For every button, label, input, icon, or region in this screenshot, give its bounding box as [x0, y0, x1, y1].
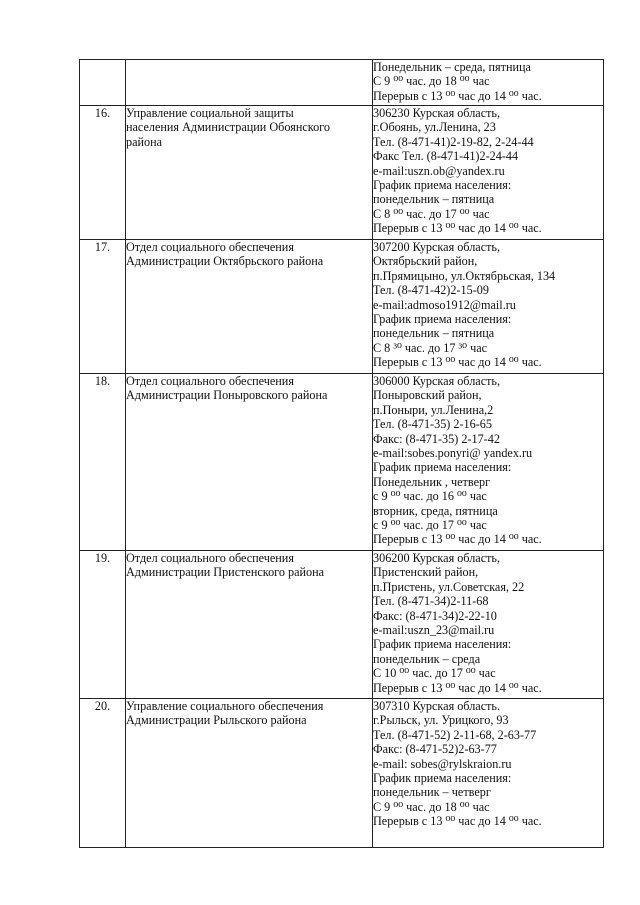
contact-line: График приема населения:: [373, 637, 512, 652]
contact-line: С 8 ⁰⁰ час. до 17 ⁰⁰ час: [373, 206, 490, 221]
contact-line: График приема населения:: [373, 771, 512, 786]
contact-cell: [373, 60, 604, 106]
row-number: 17.: [80, 240, 126, 374]
office-name-cell: [126, 374, 373, 551]
contact-line: Понедельник – среда, пятница: [373, 60, 531, 74]
row-number: 18.: [80, 374, 126, 551]
office-name-cell: [126, 106, 373, 240]
contact-line: Тел. (8-471-34)2-11-68: [373, 594, 489, 609]
contact-line: Тел. (8-471-35) 2-16-65: [373, 417, 492, 432]
contact-line: e-mail:admoso1912@mail.ru: [373, 297, 516, 312]
contact-line: 306230 Курская область,: [373, 106, 501, 120]
contact-line: Тел. (8-471-42)2-15-09: [373, 283, 489, 298]
contact-line: График приема населения:: [373, 178, 512, 193]
contact-cell: [373, 106, 604, 240]
contact-line: Перерыв с 13 ⁰⁰ час до 14 ⁰⁰ час.: [373, 88, 542, 103]
contact-line: e-mail:uszn.ob@yandex.ru: [373, 163, 505, 178]
contact-line: e-mail:sobes.ponyri@ yandex.ru: [373, 446, 533, 461]
contact-line: График приема населения:: [373, 312, 512, 327]
contact-line: понедельник – четверг: [373, 785, 491, 800]
contact-line: Факс Тел. (8-471-41)2-24-44: [373, 149, 519, 164]
contact-line: Перерыв с 13 ⁰⁰ час до 14 ⁰⁰ час.: [373, 814, 542, 829]
contact-line: Перерыв с 13 ⁰⁰ час до 14 ⁰⁰ час.: [373, 221, 542, 236]
table-row: [80, 551, 604, 699]
row-number: 20.: [80, 699, 126, 848]
contact-line: 307310 Курская область.: [373, 699, 501, 713]
contact-line: понедельник – пятница: [373, 326, 495, 341]
contact-line: Октябрьский район,: [373, 254, 478, 269]
office-name-line: Управление социальной защиты: [126, 106, 294, 120]
contact-cell: [373, 240, 604, 374]
office-name-line: Отдел социального обеспечения: [126, 551, 294, 565]
contact-line: С 9 ⁰⁰ час. до 18 ⁰⁰ час: [373, 74, 490, 89]
contact-line: Поныровский район,: [373, 388, 482, 403]
office-name-line: Отдел социального обеспечения: [126, 240, 294, 254]
row-number: 19.: [80, 551, 126, 699]
contact-line: 306000 Курская область,: [373, 374, 501, 388]
contact-line: e-mail:uszn_23@mail.ru: [373, 623, 495, 638]
table-row: [80, 240, 604, 374]
contact-line: Факс: (8-471-35) 2-17-42: [373, 431, 500, 446]
contact-line: С 8 ³⁰ час. до 17 ³⁰ час: [373, 340, 488, 355]
contact-cell: [373, 551, 604, 699]
row-number: 16.: [80, 106, 126, 240]
table-row-continuation: [80, 60, 604, 106]
contact-line: 307200 Курская область,: [373, 240, 501, 254]
table-row: [80, 374, 604, 551]
row-number-cell: [80, 60, 126, 106]
contact-line: Перерыв с 13 ⁰⁰ час до 14 ⁰⁰ час.: [373, 680, 542, 695]
office-name-cell: [126, 60, 373, 106]
contact-line: Перерыв с 13 ⁰⁰ час до 14 ⁰⁰ час.: [373, 532, 542, 547]
table-row: [80, 106, 604, 240]
office-name-line: Администрации Поныровского района: [126, 388, 328, 403]
office-name-line: Администрации Октябрьского района: [126, 254, 324, 269]
office-name-line: Администрации Рыльского района: [126, 713, 307, 728]
contact-cell: [373, 374, 604, 551]
office-name-line: Отдел социального обеспечения: [126, 374, 294, 388]
contact-line: вторник, среда, пятница: [373, 503, 498, 518]
contact-line: График приема населения:: [373, 460, 512, 475]
office-name-line: Администрации Пристенского района: [126, 565, 325, 580]
office-name-cell: [126, 240, 373, 374]
contact-line: С 10 ⁰⁰ час. до 17 ⁰⁰ час: [373, 666, 496, 681]
contact-line: Пристенский район,: [373, 565, 479, 580]
office-name-line: района: [126, 134, 163, 149]
offices-table: [79, 59, 604, 848]
contact-line: п.Поныри, ул.Ленина,2: [373, 402, 494, 417]
contact-line: г.Рыльск, ул. Урицкого, 93: [373, 713, 509, 728]
contact-line: Тел. (8-471-41)2-19-82, 2-24-44: [373, 134, 534, 149]
office-name-cell: [126, 699, 373, 848]
contact-line: с 9 ⁰⁰ час. до 17 ⁰⁰ час: [373, 518, 487, 533]
contact-line: Факс: (8-471-34)2-22-10: [373, 608, 497, 623]
contact-line: Понедельник , четверг: [373, 474, 491, 489]
office-name-line: Управление социального обеспечения: [126, 699, 324, 713]
contact-line: понедельник – среда: [373, 651, 481, 666]
contact-line: Перерыв с 13 ⁰⁰ час до 14 ⁰⁰ час.: [373, 355, 542, 370]
contact-line: 306200 Курская область,: [373, 551, 501, 565]
office-name-cell: [126, 551, 373, 699]
contact-line: Факс: (8-471-52)2-63-77: [373, 742, 497, 757]
contact-line: п.Пристень, ул.Советская, 22: [373, 579, 525, 594]
contact-line: e-mail: sobes@rylskraion.ru: [373, 756, 512, 771]
contact-line: понедельник – пятница: [373, 192, 495, 207]
table-row: [80, 699, 604, 848]
office-name-line: населения Администрации Обоянского: [126, 120, 330, 135]
contact-line: Тел. (8-471-52) 2-11-68, 2-63-77: [373, 727, 537, 742]
contact-line: с 9 ⁰⁰ час. до 16 ⁰⁰ час: [373, 489, 487, 504]
contact-line: п.Прямицыно, ул.Октябрьская, 134: [373, 268, 556, 283]
contact-cell: [373, 699, 604, 848]
contact-line: г.Обоянь, ул.Ленина, 23: [373, 120, 496, 135]
contact-line: С 9 ⁰⁰ час. до 18 ⁰⁰ час: [373, 799, 490, 814]
